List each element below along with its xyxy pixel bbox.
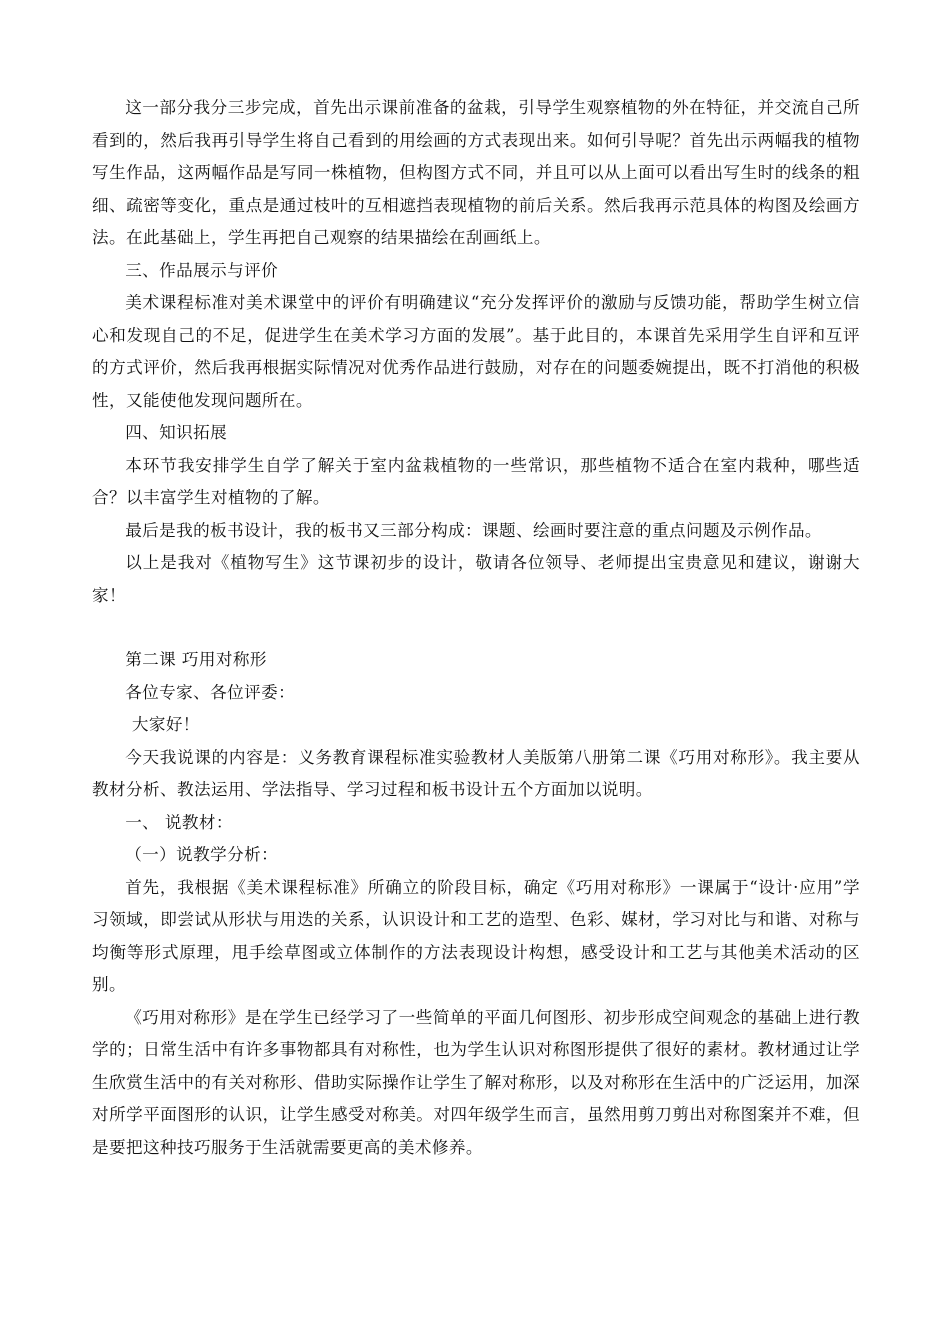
heading-teaching-analysis: （一）说教学分析： xyxy=(125,845,279,864)
paragraph-drawing-steps: 这一部分我分三步完成，首先出示课前准备的盆栽，引导学生观察植物的外在特征，并交流自己所看到的，然后我再引导学生将自己看到的用绘画的方式表现出来。如何引导呢？首先出示两幅我的植物写生作品，这两幅作品是写同一株植物，但构图方式不同，并且可以从上面可以看出写生时的线条的粗细、疏密等变化，重点是通过枝叶的互相遮挡表现植物的前后关系。然后我再示范具体的构图及绘画方法。在此基础上，学生再把自己观察的结果描绘在刮画纸上。 xyxy=(92,98,860,247)
document-page xyxy=(92,92,860,1164)
paragraph-closing: 以上是我对《植物写生》这节课初步的设计，敬请各位领导、老师提出宝贵意见和建议，谢谢大家！ xyxy=(92,553,860,605)
paragraph-board-design: 最后是我的板书设计，我的板书又三部分构成：课题、绘画时要注意的重点问题及示例作品。 xyxy=(125,520,822,540)
heading-knowledge-extension: 四、知识拓展 xyxy=(125,423,228,442)
paragraph-curriculum-goal: 首先，我根据《美术课程标准》所确立的阶段目标，确定《巧用对称形》一课属于“设计·应用”学习领域，即尝试从形状与用迭的关系，认识设计和工艺的造型、色彩、媒材，学习对比与和谐、对称与均衡等形式原理，甩手绘草图或立体制作的方法表现设计构想，感受设计和工艺与其他美术活动的区别。 xyxy=(92,877,860,994)
section-gap xyxy=(92,612,860,644)
greeting: 大家好！ xyxy=(131,715,200,734)
paragraph-evaluation: 美术课程标准对美术课堂中的评价有明确建议“充分发挥评价的激励与反馈功能，帮助学生树立信心和发现自己的不足，促进学生在美术学习方面的发展”。基于此目的，本课首先采用学生自评和互评的方式评价，然后我再根据实际情况对优秀作品进行鼓励，对存在的问题委婉提出，既不打消他的积极性，又能使他发现问题所在。 xyxy=(92,293,860,410)
lesson-title: 第二课 巧用对称形 xyxy=(125,650,267,669)
paragraph-extension: 本环节我安排学生自学了解关于室内盆栽植物的一些常识，那些植物不适合在室内栽种，哪些适合？以丰富学生对植物的了解。 xyxy=(92,455,860,507)
heading-work-display: 三、作品展示与评价 xyxy=(125,260,279,280)
salutation: 各位专家、各位评委： xyxy=(125,682,296,702)
heading-textbook: 一、 说教材： xyxy=(125,812,233,832)
paragraph-intro: 今天我说课的内容是：义务教育课程标准实验教材人美版第八册第二课《巧用对称形》。我主要从教材分析、教法运用、学法指导、学习过程和板书设计五个方面加以说明。 xyxy=(92,747,860,799)
paragraph-symmetry: 《巧用对称形》是在学生已经学习了一些简单的平面几何图形、初步形成空间观念的基础上进行教学的；日常生活中有许多事物都具有对称性，也为学生认识对称图形提供了很好的素材。教材通过让学生欣赏生活中的有关对称形、借助实际操作让学生了解对称形，以及对称形在生活中的广泛运用，加深对所学平面图形的认识，让学生感受对称美。对四年级学生而言，虽然用剪刀剪出对称图案并不难，但是要把这种技巧服务于生活就需要更高的美术修养。 xyxy=(92,1007,860,1157)
